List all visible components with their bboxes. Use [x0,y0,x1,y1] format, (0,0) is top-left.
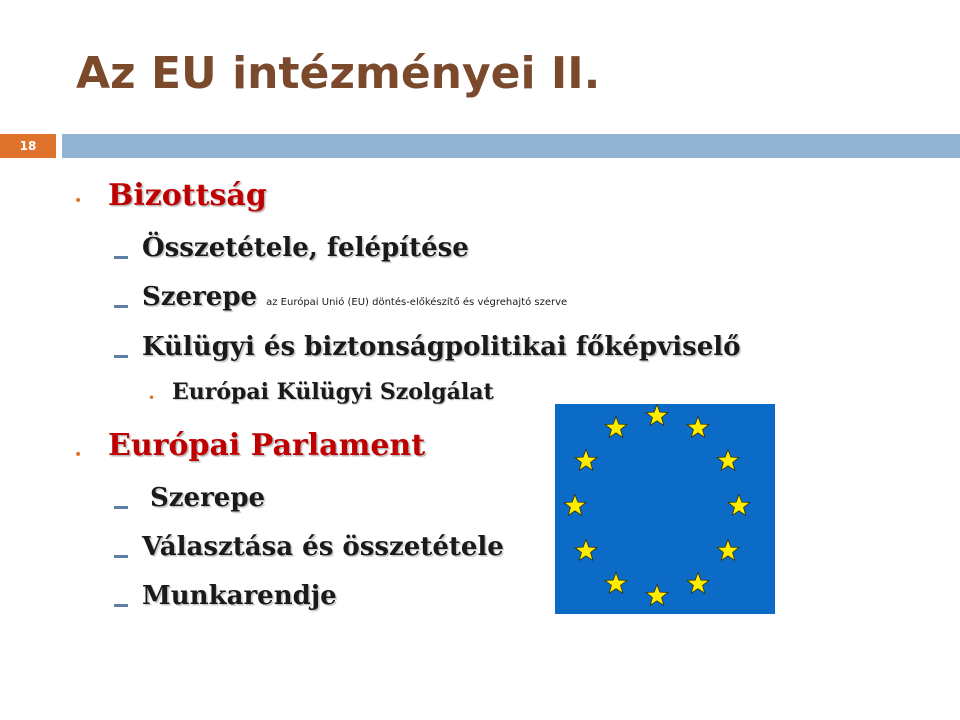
bullet-dash [114,256,128,259]
heading-europai-parlament: Európai Parlament [108,428,426,463]
bullet-dash [114,506,128,509]
item-composition: Összetétele, felépítése [142,233,469,263]
heading-bizottsag: Bizottság [108,178,267,213]
bullet-dash [114,305,128,308]
item-role-note: az Európai Unió (EU) döntés-előkészítő és végrehajtó szerve [266,297,568,308]
slide-number: 18 [0,134,56,158]
item-ep-procedure: Munkarendje [142,581,337,611]
title-divider-bar [62,134,960,158]
item-ep-election: Választása és összetétele [142,532,504,562]
bullet-dot: • [148,391,156,405]
bullet-dash [114,555,128,558]
bullet-dash [114,604,128,607]
item-role-label: Szerepe [142,282,258,312]
bullet-dot: • [74,447,83,463]
bullet-dash [114,355,128,358]
slide-title: Az EU intézményei II. [76,48,601,99]
item-eeas: Európai Külügyi Szolgálat [172,379,494,405]
bullet-dot: • [74,193,83,209]
item-high-representative: Külügyi és biztonságpolitikai főképviselő [142,332,741,362]
item-role [142,282,567,312]
eu-flag-icon [555,404,775,614]
item-ep-role: Szerepe [150,483,266,513]
